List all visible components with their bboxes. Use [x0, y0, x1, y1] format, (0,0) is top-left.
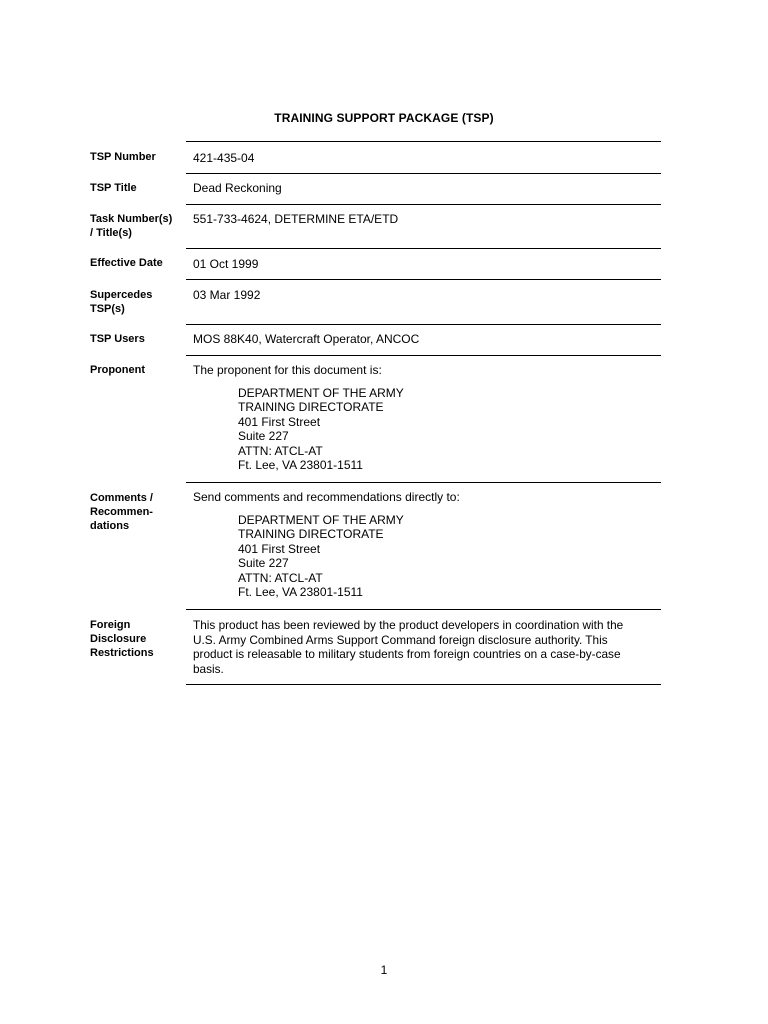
supercedes-label	[90, 288, 182, 316]
address-line: Ft. Lee, VA 23801-1511	[238, 458, 363, 473]
address-line: Suite 227	[238, 556, 289, 571]
proponent-intro: The proponent for this document is:	[193, 363, 382, 377]
row-divider	[186, 173, 661, 174]
address-line: 401 First Street	[238, 541, 321, 556]
supercedes-label-line2: TSP(s)	[90, 303, 125, 315]
table-bottom-rule	[186, 684, 661, 685]
address-line: DEPARTMENT OF THE ARMY	[238, 385, 404, 400]
tsp-title-label: TSP Title	[90, 182, 137, 194]
row-divider	[186, 609, 661, 610]
foreign-label-line1: Foreign	[90, 619, 131, 631]
address-line: ATTN: ATCL-AT	[238, 443, 323, 458]
page-number: 1	[380, 963, 388, 977]
supercedes-value: 03 Mar 1992	[193, 288, 261, 302]
row-divider	[186, 248, 661, 249]
proponent-label: Proponent	[90, 364, 145, 376]
row-divider	[186, 279, 661, 280]
supercedes-label-line1: Supercedes	[90, 289, 153, 301]
address-line: 401 First Street	[238, 414, 321, 429]
effective-date-value: 01 Oct 1999	[193, 257, 259, 271]
proponent-address	[238, 386, 661, 474]
tsp-users-value: MOS 88K40, Watercraft Operator, ANCOC	[193, 332, 420, 346]
proponent-value	[193, 363, 661, 473]
foreign-text-line: product is releasable to military students from foreign countries on a case-by-case	[193, 647, 621, 661]
tsp-users-label: TSP Users	[90, 333, 145, 345]
address-line: Suite 227	[238, 429, 289, 444]
foreign-disclosure-value	[193, 618, 661, 676]
foreign-label-line3: Restrictions	[90, 647, 154, 659]
row-divider	[186, 324, 661, 325]
task-number-value: 551-733-4624, DETERMINE ETA/ETD	[193, 212, 399, 226]
foreign-text-line: This product has been reviewed by the product developers in coordination with the	[193, 618, 624, 632]
table-top-rule	[186, 141, 661, 142]
row-divider	[186, 204, 661, 205]
task-number-label	[90, 212, 182, 240]
foreign-disclosure-label	[90, 618, 182, 660]
address-line: ATTN: ATCL-AT	[238, 570, 323, 585]
effective-date-label: Effective Date	[90, 257, 163, 269]
comments-value	[193, 490, 661, 600]
comments-address	[238, 513, 661, 601]
address-line: Ft. Lee, VA 23801-1511	[238, 585, 363, 600]
tsp-number-label: TSP Number	[90, 151, 156, 163]
row-divider	[186, 482, 661, 483]
foreign-label-line2: Disclosure	[90, 633, 147, 645]
foreign-text-line: basis.	[193, 661, 224, 676]
comments-label-line3: dations	[90, 520, 130, 532]
address-line: DEPARTMENT OF THE ARMY	[238, 512, 404, 527]
row-divider	[186, 355, 661, 356]
address-line: TRAINING DIRECTORATE	[238, 400, 384, 415]
task-number-label-line1: Task Number(s)	[90, 213, 173, 225]
comments-label-line2: Recommen-	[90, 506, 153, 518]
address-line: TRAINING DIRECTORATE	[238, 527, 384, 542]
comments-intro: Send comments and recommendations directly to:	[193, 490, 460, 504]
document-title: TRAINING SUPPORT PACKAGE (TSP)	[274, 111, 494, 125]
tsp-title-value: Dead Reckoning	[193, 181, 282, 195]
foreign-text-line: U.S. Army Combined Arms Support Command foreign disclosure authority. This	[193, 632, 608, 647]
comments-label-line1: Comments /	[90, 492, 153, 504]
comments-label	[90, 491, 182, 533]
task-number-label-line2: / Title(s)	[90, 227, 132, 239]
tsp-number-value: 421-435-04	[193, 151, 255, 165]
